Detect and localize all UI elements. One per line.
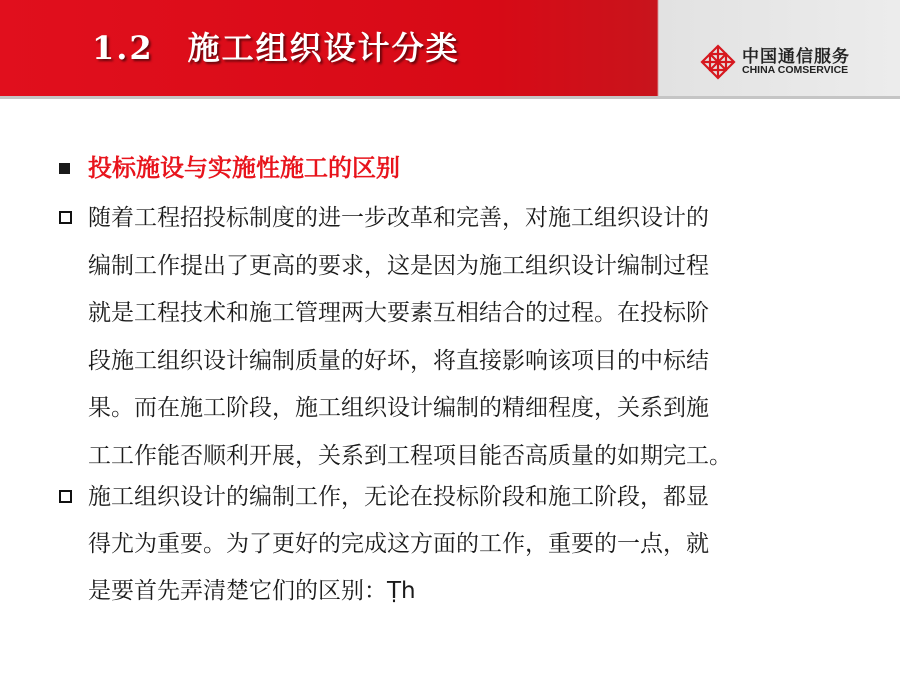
logo-chinese-text: 中国通信服务: [742, 47, 850, 67]
logo-english-text: CHINA COMSERVICE: [742, 64, 849, 76]
paragraph-line: 编制工作提出了更高的要求，这是因为施工组织设计编制过程: [88, 253, 709, 279]
paragraph-line: 工工作能否顺利开展，关系到工程项目能否高质量的如期完工。: [88, 443, 732, 469]
paragraph-line: 就是工程技术和施工管理两大要素互相结合的过程。在投标阶: [88, 300, 709, 326]
lattice-logo-icon: [700, 44, 736, 80]
section-heading: [59, 150, 859, 186]
hollow-square-bullet-icon: [59, 211, 72, 224]
hollow-square-bullet-icon: [59, 490, 72, 503]
paragraph-line: 施工组织设计的编制工作，无论在投标阶段和施工阶段，都显: [88, 484, 709, 510]
paragraph-line: 得尤为重要。为了更好的完成这方面的工作，重要的一点，就: [88, 531, 709, 557]
title-text: 施工组织设计分类: [187, 29, 460, 67]
paragraph-line: 果。而在施工阶段，施工组织设计编制的精细程度，关系到施: [88, 395, 709, 421]
paragraph-line: 是要首先弄清楚它们的区别：Ṭh: [88, 578, 416, 604]
company-logo: [700, 42, 880, 82]
paragraph-line: 随着工程招投标制度的进一步改革和完善，对施工组织设计的: [88, 205, 709, 231]
header-divider: [0, 96, 900, 99]
square-bullet-icon: [59, 163, 70, 174]
slide-title: [92, 26, 460, 70]
title-number: 1.2: [92, 29, 154, 67]
paragraph-line: 段施工组织设计编制质量的好坏，将直接影响该项目的中标结: [88, 348, 709, 374]
section-heading-text: 投标施设与实施性施工的区别: [88, 154, 400, 182]
